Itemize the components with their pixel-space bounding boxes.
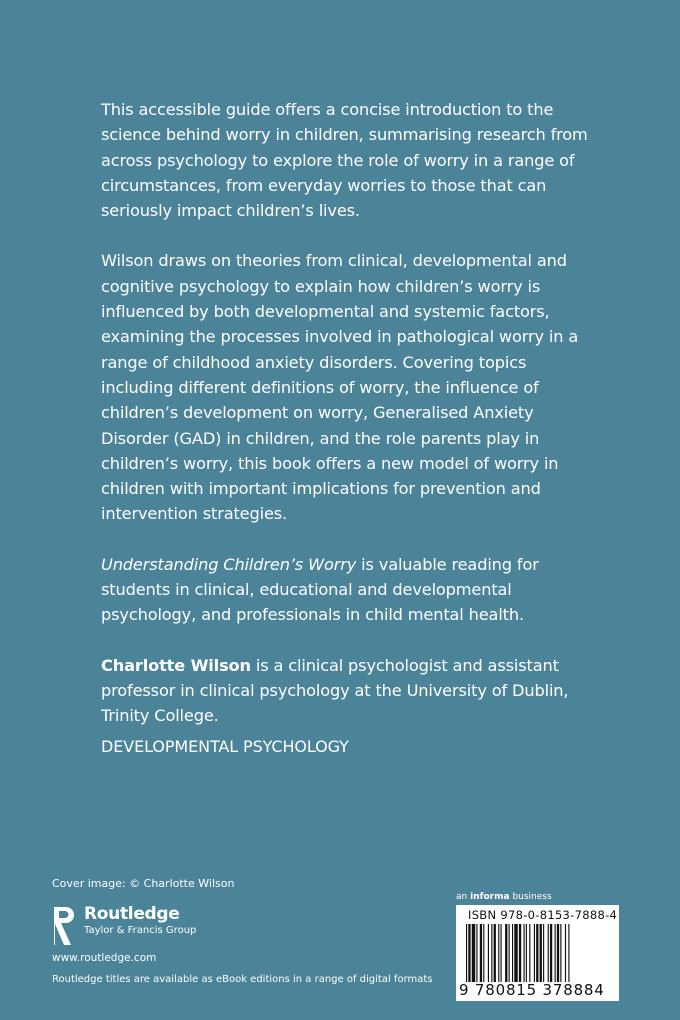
ebook-note: Routledge titles are available as eBook editions in a range of digital formats bbox=[52, 974, 433, 985]
barcode-bar bbox=[568, 924, 569, 982]
barcode-bar bbox=[472, 924, 475, 982]
barcode-bar bbox=[514, 924, 517, 982]
barcode-bar bbox=[540, 924, 542, 982]
barcode-bar bbox=[466, 924, 467, 982]
barcode-bar bbox=[476, 924, 477, 982]
barcode-bar bbox=[534, 924, 535, 982]
barcode-bar bbox=[488, 924, 489, 982]
barcode-bar bbox=[501, 924, 502, 982]
barcode-bar bbox=[557, 924, 559, 982]
author-name: Charlotte Wilson bbox=[101, 655, 251, 675]
blurb-paragraph-3-rest: is valuable reading for students in clinical, educational and developmental psychology, and professionals in child mental health. bbox=[101, 554, 539, 625]
barcode-bar bbox=[505, 924, 507, 982]
barcode-bar bbox=[483, 924, 484, 982]
barcode-bar bbox=[480, 924, 482, 982]
author-bio-rest: is a clinical psychologist and assistant professor in clinical psychology at the University of Dublin, Trinity College. bbox=[101, 655, 569, 726]
barcode-bar bbox=[565, 924, 566, 982]
informa-prefix: an bbox=[456, 892, 471, 902]
barcode-bars bbox=[464, 924, 612, 982]
barcode-bar bbox=[524, 924, 525, 982]
routledge-r-icon bbox=[52, 905, 76, 947]
publisher-group: Taylor & Francis Group bbox=[84, 925, 197, 936]
barcode-bar bbox=[512, 924, 513, 982]
barcode-bar bbox=[491, 924, 492, 982]
informa-name: informa bbox=[470, 892, 510, 902]
informa-business-label bbox=[456, 892, 552, 902]
informa-suffix: business bbox=[509, 892, 552, 902]
barcode-bar bbox=[543, 924, 544, 982]
cover-image-credit: Cover image: © Charlotte Wilson bbox=[52, 877, 235, 890]
barcode-bar bbox=[548, 924, 549, 982]
barcode-bar bbox=[550, 924, 552, 982]
blurb-paragraph-1: This accessible guide offers a concise introduction to the science behind worry in children, summarising research from across psychology to explore the role of worry in a range of circumstances, from everyday worries to those that can seriously impact children’s lives. bbox=[101, 100, 588, 221]
barcode-bar bbox=[536, 924, 538, 982]
barcode-bar bbox=[526, 924, 527, 982]
isbn-label: ISBN 978-0-8153-7888-4 bbox=[468, 908, 618, 922]
barcode-digits: 9 780815 378884 bbox=[459, 981, 605, 999]
barcode-bar bbox=[468, 924, 470, 982]
blurb-paragraph-2: Wilson draws on theories from clinical, developmental and cognitive psychology to explain how children’s worry is influenced by both developmental and systemic factors, examining the processes involved in pathological worry in a range of childhood anxiety disorders. Covering topics including different definitions of worry, the influence of children’s development on worry, Generalised Anxiety Disorder (GAD) in children, and the role parents play in children’s worry, this book offers a new model of worry in children with important implications for prevention and intervention strategies. bbox=[101, 251, 579, 524]
barcode-bar bbox=[494, 924, 496, 982]
publisher-name: Routledge bbox=[84, 904, 180, 924]
barcode-bar bbox=[509, 924, 510, 982]
subject-category: DEVELOPMENTAL PSYCHOLOGY bbox=[101, 737, 349, 756]
author-bio bbox=[101, 653, 591, 729]
barcode-bar bbox=[529, 924, 530, 982]
publisher-logo bbox=[52, 905, 196, 947]
barcode-bar bbox=[560, 924, 561, 982]
barcode-bar bbox=[555, 924, 556, 982]
book-title: Understanding Children’s Worry bbox=[101, 554, 357, 574]
blurb-paragraph-3 bbox=[101, 552, 591, 628]
barcode-bar bbox=[498, 924, 499, 982]
isbn-barcode bbox=[456, 905, 619, 1001]
publisher-website: www.routledge.com bbox=[52, 952, 157, 964]
back-cover-blurb bbox=[101, 97, 591, 729]
barcode-bar bbox=[519, 924, 521, 982]
